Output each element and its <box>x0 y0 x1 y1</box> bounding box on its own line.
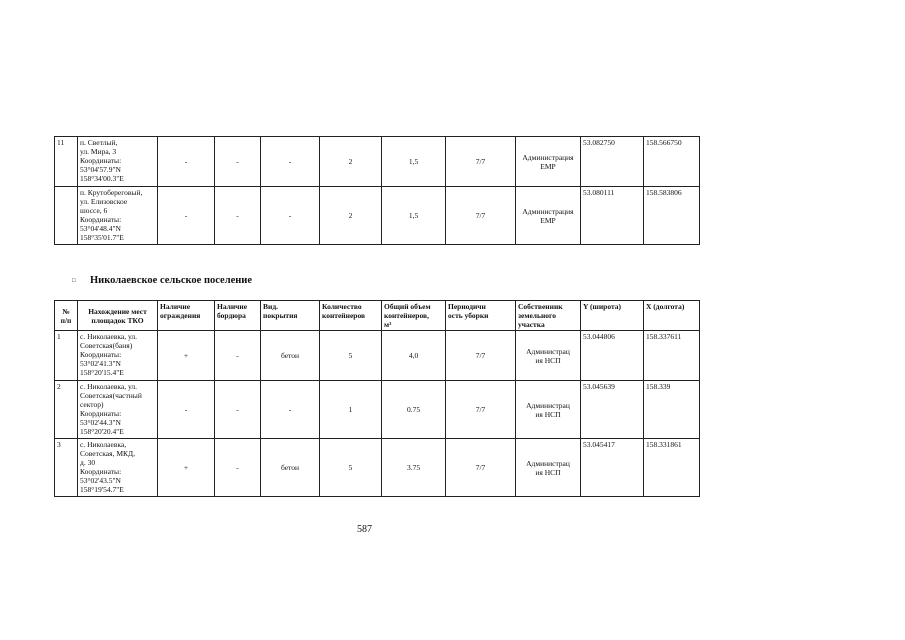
page-number: 587 <box>357 524 372 535</box>
containers-volume: 1,5 <box>382 137 446 187</box>
row-number: 1 <box>55 331 78 381</box>
latitude: 53.045639 <box>581 381 644 439</box>
fence-value: - <box>158 381 215 439</box>
surface-value: - <box>261 137 320 187</box>
land-owner: Администрация ЕМР <box>516 137 581 187</box>
fence-value: + <box>158 439 215 497</box>
tko-sites-table-continued <box>54 136 700 245</box>
site-location: с. Николаевка, ул. Советская(частный сектор) Координаты: 53°02'44.3"N 158°20'20.4"E <box>78 381 158 439</box>
row-number <box>55 187 78 245</box>
site-location: с. Николаевка, Советская, МКД, д. 30 Координаты: 53°02'43.5"N 158°19'54.7"E <box>78 439 158 497</box>
row-number: 11 <box>55 137 78 187</box>
header-fence: Наличие ограждения <box>158 301 215 331</box>
land-owner: Администрация ЕМР <box>516 187 581 245</box>
border-value: - <box>215 381 261 439</box>
containers-volume: 3.75 <box>382 439 446 497</box>
table-header-row <box>55 301 700 331</box>
table-row <box>55 137 700 187</box>
site-location: с. Николаевка, ул. Советская(баня) Координаты: 53°02'41.3"N 158°20'15.4"E <box>78 331 158 381</box>
land-owner: Администрац ия НСП <box>516 331 581 381</box>
containers-volume: 4,0 <box>382 331 446 381</box>
containers-count: 5 <box>320 439 382 497</box>
cleaning-period: 7/7 <box>446 187 516 245</box>
tko-sites-table <box>54 300 700 497</box>
land-owner: Администрац ия НСП <box>516 439 581 497</box>
table-row <box>55 381 700 439</box>
section-bullet: □ <box>72 278 76 284</box>
containers-count: 5 <box>320 331 382 381</box>
table-body <box>55 331 700 497</box>
containers-volume: 1,5 <box>382 187 446 245</box>
row-number: 3 <box>55 439 78 497</box>
header-lat: Y (широта) <box>581 301 644 331</box>
longitude: 158.337611 <box>644 331 700 381</box>
containers-count: 1 <box>320 381 382 439</box>
longitude: 158.566750 <box>644 137 700 187</box>
cleaning-period: 7/7 <box>446 137 516 187</box>
surface-value: бетон <box>261 439 320 497</box>
site-location: п. Светлый, ул. Мира, 3 Координаты: 53°04'57.9"N 158°34'00.3"E <box>78 137 158 187</box>
fence-value: - <box>158 137 215 187</box>
fence-value: - <box>158 187 215 245</box>
table-row <box>55 187 700 245</box>
row-number: 2 <box>55 381 78 439</box>
containers-count: 2 <box>320 137 382 187</box>
header-num: № п/п <box>55 301 78 331</box>
border-value: - <box>215 331 261 381</box>
containers-count: 2 <box>320 187 382 245</box>
longitude: 158.583806 <box>644 187 700 245</box>
cleaning-period: 7/7 <box>446 439 516 497</box>
table-row <box>55 439 700 497</box>
section-title: Николаевское сельское поселение <box>90 275 253 286</box>
border-value: - <box>215 439 261 497</box>
fence-value: + <box>158 331 215 381</box>
header-period: Периодичн ость уборки <box>446 301 516 331</box>
header-volume: Общий объем контейнеров, м³ <box>382 301 446 331</box>
header-surface: Вид. покрытия <box>261 301 320 331</box>
land-owner: Администрац ия НСП <box>516 381 581 439</box>
surface-value: - <box>261 187 320 245</box>
cleaning-period: 7/7 <box>446 331 516 381</box>
longitude: 158.331861 <box>644 439 700 497</box>
surface-value: бетон <box>261 331 320 381</box>
latitude: 53.045417 <box>581 439 644 497</box>
header-border: Наличие бордюра <box>215 301 261 331</box>
header-owner: Собственник земельного участка <box>516 301 581 331</box>
header-containers: Количество контейнеров <box>320 301 382 331</box>
cleaning-period: 7/7 <box>446 381 516 439</box>
site-location: п. Крутобереговый, ул. Елизовское шоссе, 6 Координаты: 53°04'48.4"N 158°35'01.7"E <box>78 187 158 245</box>
latitude: 53.044806 <box>581 331 644 381</box>
surface-value: - <box>261 381 320 439</box>
header-location: Нахождение мест площадок ТКО <box>78 301 158 331</box>
containers-volume: 0.75 <box>382 381 446 439</box>
border-value: - <box>215 187 261 245</box>
latitude: 53.080111 <box>581 187 644 245</box>
longitude: 158.339 <box>644 381 700 439</box>
border-value: - <box>215 137 261 187</box>
table-body <box>55 137 700 245</box>
table-row <box>55 331 700 381</box>
latitude: 53.082750 <box>581 137 644 187</box>
header-lon: X (долгота) <box>644 301 700 331</box>
